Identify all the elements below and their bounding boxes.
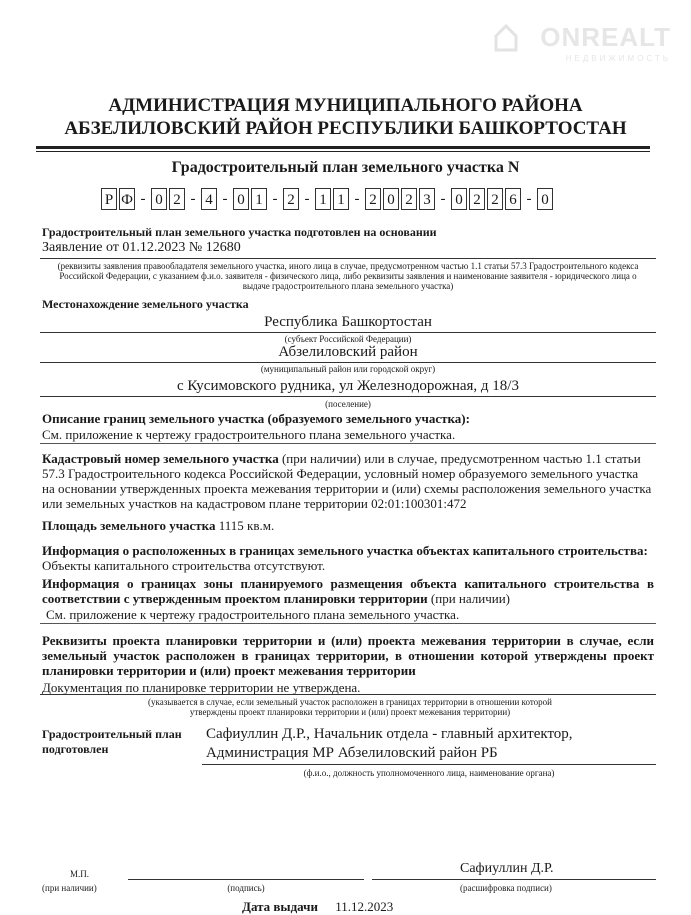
document-header: [0, 94, 691, 140]
borders-value: См. приложение к чертежу градостроительного плана земельного участка.: [42, 427, 456, 442]
zone-heading-tail: (при наличии): [427, 591, 510, 606]
plan-number-cell: 0: [233, 188, 249, 210]
house-logo-icon: [493, 22, 519, 52]
plan-number-separator: -: [440, 191, 446, 207]
location-heading: Местонахождение земельного участка: [42, 297, 249, 311]
plan-number-separator: -: [526, 191, 532, 207]
plan-number-cell: 6: [505, 188, 521, 210]
plan-number-cell: 0: [537, 188, 553, 210]
plan-number-cell: 0: [383, 188, 399, 210]
plan-number-separator: -: [140, 191, 146, 207]
plan-number-cell: 1: [333, 188, 349, 210]
plan-number-cell: 2: [283, 188, 299, 210]
header-line-2: АБЗЕЛИЛОВСКИЙ РАЙОН РЕСПУБЛИКИ БАШКОРТОСТАН: [64, 118, 627, 139]
zone-block: [42, 576, 654, 606]
decoded-line: [372, 879, 656, 880]
area-value: 1115: [218, 518, 244, 533]
zone-heading: Информация о границах зоны планируемого размещения объекта капитального строительства в соответствии с утвержденным проектом планировки территории: [42, 576, 654, 606]
plan-number-cell: 3: [419, 188, 435, 210]
plan-number-cell: 0: [151, 188, 167, 210]
borders-heading: Описание границ земельного участка (образуемого земельного участка):: [42, 411, 470, 426]
subject-underline: [40, 332, 656, 333]
watermark-brand: ONREALT: [540, 22, 671, 52]
cadastral-block: [42, 451, 654, 511]
area-heading: Площадь земельного участка: [42, 518, 216, 533]
basis-value: Заявление от 01.12.2023 № 12680: [42, 240, 241, 255]
issue-row: [242, 899, 393, 915]
location-settlement: с Кусимовского рудника, ул Железнодорожная, д 18/3: [177, 378, 519, 394]
plan-number-cell: 2: [487, 188, 503, 210]
location-subject: Республика Башкортостан: [264, 314, 432, 330]
borders-underline: [40, 443, 656, 444]
prepared-name-line2: Администрация МР Абзелиловский район РБ: [206, 745, 498, 761]
district-note: (муниципальный район или городской округ): [260, 364, 436, 374]
plan-number-cells: [101, 188, 555, 210]
signature-decoded: Сафиуллин Д.Р.: [460, 861, 554, 876]
basis-note: (реквизиты заявления правообладателя земельного участка, иного лица в случае, предусмотренном частью 1.1 статьи 57.3 Градостроительного кодекса Российской Федерации, с указанием ф.и.о. заявителя - физического лица, либо реквизиты заявления и наименование заявителя - юридического лица о выдаче градостроительного плана земельного участка): [57, 261, 639, 291]
area-unit: кв.м.: [247, 518, 275, 533]
plan-number-separator: -: [190, 191, 196, 207]
project-note: (указывается в случае, если земельный участок расположен в границах территории в отношении которой утверждены проект планировки территории и (или) проект межевания территории): [148, 697, 552, 717]
plan-number-cell: 1: [251, 188, 267, 210]
project-value: Документация по планировке территории не утверждена.: [42, 680, 361, 695]
plan-number-separator: -: [304, 191, 310, 207]
header-divider-thin: [36, 151, 650, 152]
mp-label: М.П.: [70, 869, 90, 879]
settlement-underline: [40, 396, 656, 397]
plan-title: Градостроительный план земельного участка N: [171, 159, 520, 176]
plan-number-separator: -: [272, 191, 278, 207]
header-line-1: АДМИНИСТРАЦИЯ МУНИЦИПАЛЬНОГО РАЙОНА: [108, 95, 583, 116]
prepared-name-line1: Сафиуллин Д.Р., Начальник отдела - главный архитектор,: [206, 726, 573, 742]
zone-value: См. приложение к чертежу градостроительного плана земельного участка.: [46, 607, 460, 622]
signature-note: (подпись): [227, 883, 265, 893]
basis-heading: Градостроительный план земельного участка подготовлен на основании: [42, 225, 437, 239]
plan-number-cell: 2: [169, 188, 185, 210]
plan-number-separator: -: [354, 191, 360, 207]
project-underline: [40, 694, 656, 695]
plan-number-cell: 4: [201, 188, 217, 210]
basis-underline: [40, 258, 656, 259]
issue-date: 11.12.2023: [335, 899, 394, 914]
capital-value: Объекты капитального строительства отсутствуют.: [42, 558, 326, 573]
watermark-tagline: НЕДВИЖИМОСТЬ: [565, 54, 671, 63]
plan-number-cell: 2: [469, 188, 485, 210]
cadastral-text: (при наличии) или в случае, предусмотренном частью 1.1 статьи 57.3 Градостроительного кодекса Российской Федерации, условный номер образуемого земельного участка на основании утвержденных проекта межевания территории и (или) схемы расположения земельного участка или земельных участков на кадастровом плане территории 02:01:100301:472: [42, 451, 652, 511]
plan-number-cell: 1: [315, 188, 331, 210]
plan-number-cell: 2: [401, 188, 417, 210]
location-district: Абзелиловский район: [278, 344, 418, 360]
plan-number-separator: -: [222, 191, 228, 207]
plan-number-cell: 0: [451, 188, 467, 210]
prepared-note: (ф.и.о., должность уполномоченного лица, наименование органа): [303, 768, 555, 778]
plan-number-cell: Ф: [119, 188, 135, 210]
district-underline: [40, 362, 656, 363]
zone-underline: [40, 623, 656, 624]
cadastral-heading: Кадастровый номер земельного участка: [42, 451, 279, 466]
signature-line: [128, 879, 364, 880]
area-row: [42, 518, 274, 534]
subject-note: (субъект Российской Федерации): [284, 334, 412, 344]
header-divider-thick: [36, 146, 650, 149]
plan-number-cell: 2: [365, 188, 381, 210]
settlement-note: (поселение): [325, 399, 371, 409]
capital-heading: Информация о расположенных в границах земельного участка объектах капитального строительства:: [42, 543, 648, 558]
prepared-label: Градостроительный план подготовлен: [42, 727, 182, 756]
decoded-note: (расшифровка подписи): [460, 883, 552, 893]
issue-label: Дата выдачи: [242, 899, 318, 914]
mp-note: (при наличии): [42, 883, 97, 893]
plan-number-cell: Р: [101, 188, 117, 210]
project-heading: Реквизиты проекта планировки территории и (или) проекта межевания территории в случае, если земельный участок расположен в границах территории, в отношении которой утверждены проект планировки территории и (или) проект межевания территории: [42, 633, 654, 678]
prepared-underline: [202, 764, 656, 765]
